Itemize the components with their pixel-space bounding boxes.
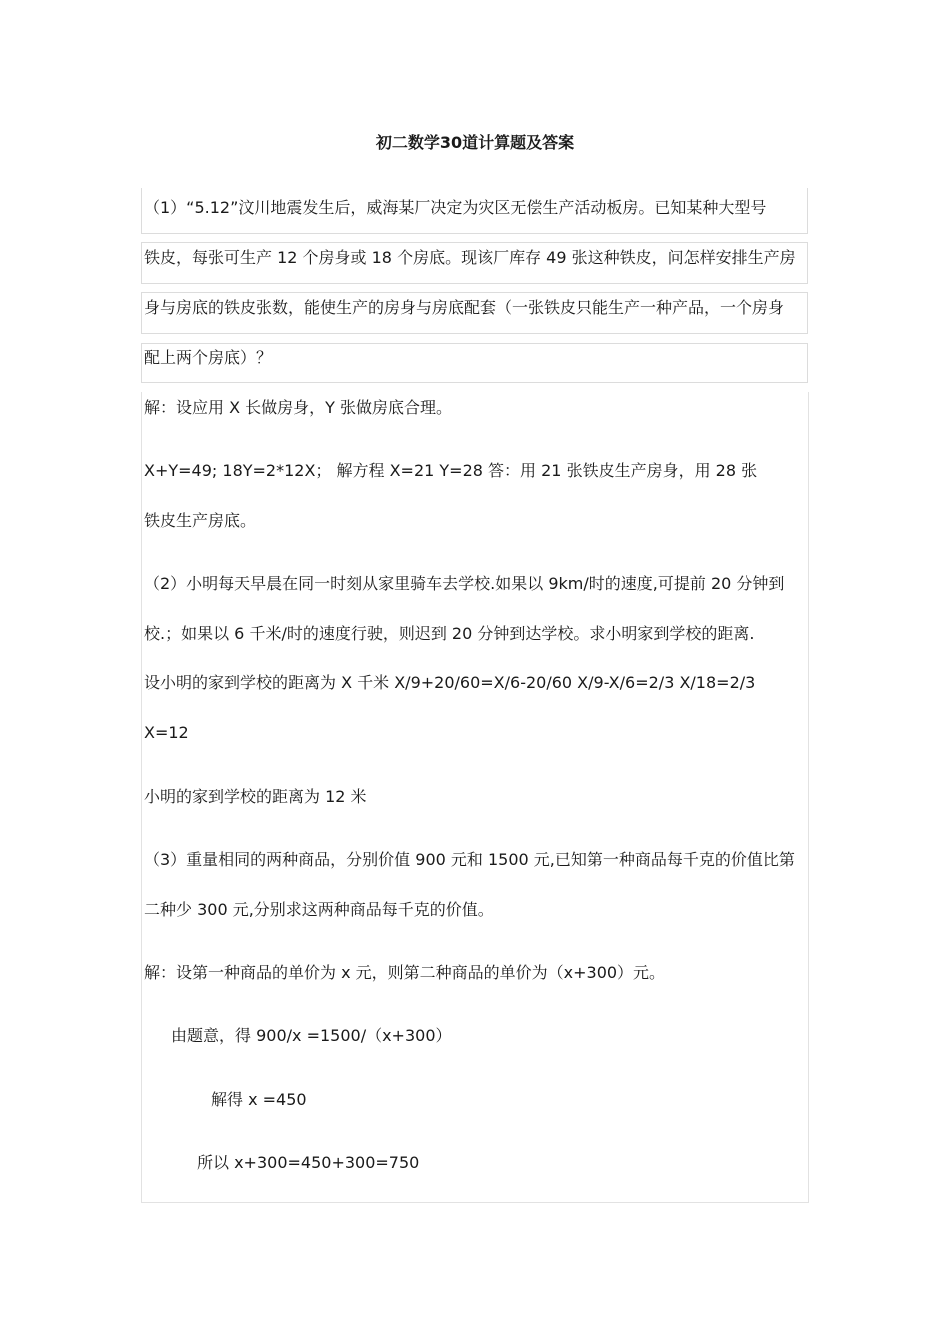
solution-line: 所以 x+300=450+300=750: [197, 1153, 420, 1172]
solution-line: 解得 x =450: [211, 1090, 307, 1109]
problem-1-line: （1）“5.12”汶川地震发生后，威海某厂决定为灾区无偿生产活动板房。已知某种大型号: [144, 198, 767, 217]
solution-line: 小明的家到学校的距离为 12 米: [144, 787, 367, 806]
solution-line: X=12: [144, 723, 189, 742]
solution-line: 解：设第一种商品的单价为 x 元，则第二种商品的单价为（x+300）元。: [144, 963, 666, 982]
problem-3-line: （3）重量相同的两种商品，分别价值 900 元和 1500 元,已知第一种商品每千克的价值比第: [144, 850, 795, 869]
solution-line: 设小明的家到学校的距离为 X 千米 X/9+20/60=X/6-20/60 X/9-X/6=2/3 X/18=2/3: [144, 673, 756, 692]
solution-line: 铁皮生产房底。: [144, 511, 257, 530]
solution-line: X+Y=49; 18Y=2*12X； 解方程 X=21 Y=28 答：用 21 张铁皮生产房身，用 28 张: [144, 461, 758, 480]
problem-1-line: 配上两个房底）？: [144, 348, 273, 367]
problem-2-line: （2）小明每天早晨在同一时刻从家里骑车去学校.如果以 9km/时的速度,可提前 20 分钟到: [144, 574, 785, 593]
problem-2-line: 校.；如果以 6 千米/时的速度行驶，则迟到 20 分钟到达学校。求小明家到学校的距离.: [144, 624, 755, 643]
problem-1-line: 身与房底的铁皮张数，能使生产的房身与房底配套（一张铁皮只能生产一种产品，一个房身: [144, 298, 785, 317]
solution-line: 解：设应用 X 长做房身，Y 张做房底合理。: [144, 398, 452, 417]
problem-1-line: 铁皮，每张可生产 12 个房身或 18 个房底。现该厂库存 49 张这种铁皮，问怎样安排生产房: [144, 248, 796, 267]
solution-line: 由题意，得 900/x =1500/（x+300）: [171, 1026, 452, 1045]
page-title: 初二数学30道计算题及答案: [375, 133, 575, 152]
problem-3-line: 二种少 300 元,分别求这两种商品每千克的价值。: [144, 900, 494, 919]
